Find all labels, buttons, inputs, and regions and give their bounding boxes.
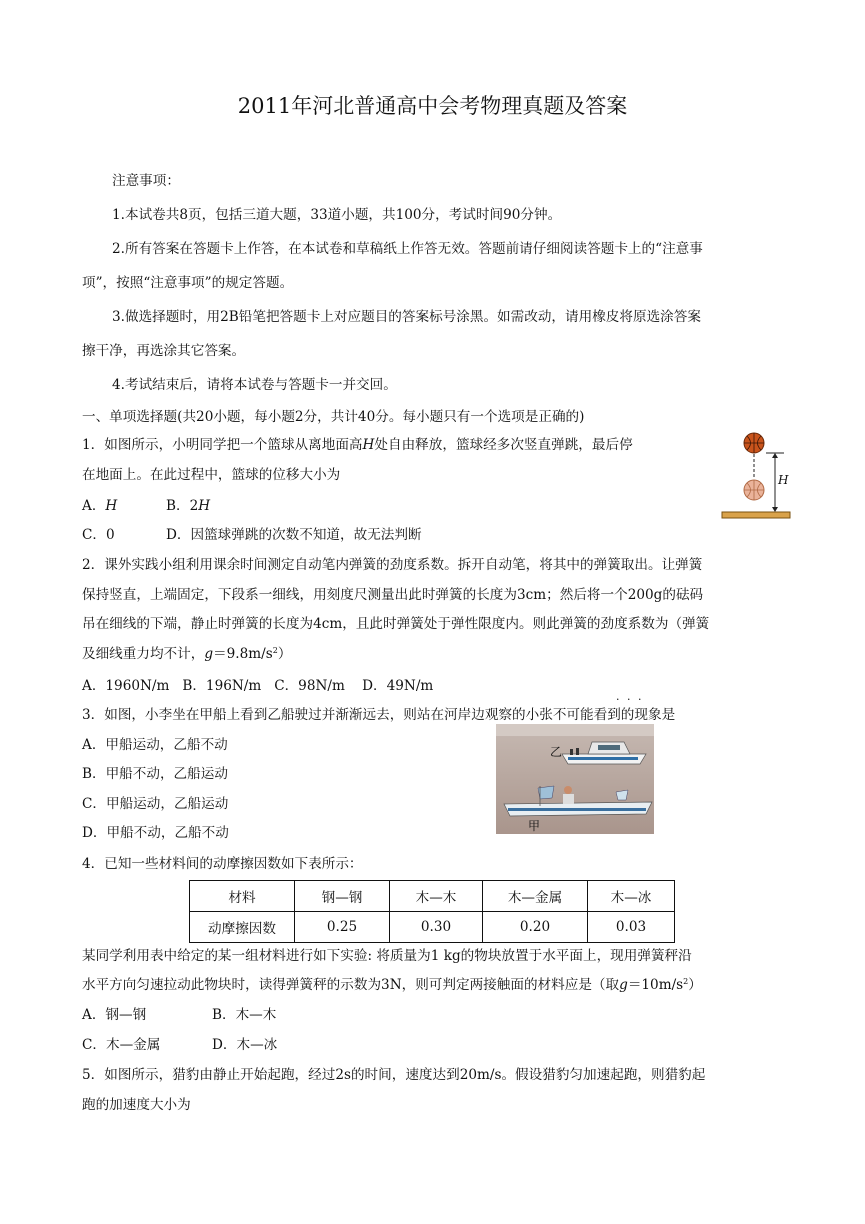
table-header-cell: 材料 bbox=[190, 881, 295, 912]
q5-line1: 5．如图所示，猎豹由静止开始起跑，经过2s的时间，速度达到20m/s。假设猎豹匀加速起跑，则猎豹起 bbox=[82, 1067, 706, 1083]
q1-line1: 1．如图所示，小明同学把一个篮球从离地面高H处自由释放，篮球经多次竖直弹跳，最后停 bbox=[82, 437, 633, 453]
q4-option-d: D．木—冰 bbox=[212, 1037, 278, 1053]
height-label: H bbox=[778, 473, 789, 487]
q2-options: A．1960N/m B．196N/m C．98N/m D．49N/m bbox=[82, 678, 434, 694]
table-header-cell: 钢—钢 bbox=[295, 881, 390, 912]
notice-item-2: 2.所有答案在答题卡上作答，在本试卷和草稿纸上作答无效。答题前请仔细阅读答题卡上的“注意事 bbox=[112, 241, 703, 257]
q2-line1: 2．课外实践小组利用课余时间测定自动笔内弹簧的劲度系数。拆开自动笔，将其中的弹簧取出。让弹簧 bbox=[82, 557, 703, 573]
q4-option-c: C．木—金属 bbox=[82, 1037, 161, 1053]
table-cell: 0.03 bbox=[588, 912, 675, 943]
table-header-cell: 木—金属 bbox=[483, 881, 588, 912]
section-heading: 一、单项选择题(共20小题，每小题2分，共计40分。每小题只有一个选项是正确的) bbox=[82, 409, 585, 425]
basketball-figure bbox=[718, 428, 792, 522]
q4-line3: 水平方向匀速拉动此物块时，读得弹簧秤的示数为3N，则可判定两接触面的材料应是（取$g=10m/s^2$） bbox=[82, 977, 702, 993]
notice-heading: 注意事项： bbox=[112, 173, 180, 189]
q4-option-b: B．木—木 bbox=[212, 1007, 277, 1023]
q1-option-a: A．H bbox=[82, 498, 118, 514]
notice-item-4: 4.考试结束后，请将本试卷与答题卡一并交回。 bbox=[112, 377, 397, 393]
q2-line2: 保持竖直，上端固定，下段系一细线，用刻度尺测量出此时弹簧的长度为3cm；然后将一个200g的砝码 bbox=[82, 587, 704, 603]
notice-item-1: 1.本试卷共8页，包括三道大题，33道小题，共100分，考试时间90分钟。 bbox=[112, 207, 562, 223]
q5-line2: 跑的加速度大小为 bbox=[82, 1097, 191, 1113]
boat-yi-label: 乙 bbox=[550, 745, 563, 759]
notice-item-2-cont: 项”，按照“注意事项”的规定答题。 bbox=[82, 275, 294, 291]
q3-option-d: D．甲船不动，乙船不动 bbox=[82, 825, 229, 841]
table-cell: 动摩擦因数 bbox=[190, 912, 295, 943]
table-row bbox=[190, 912, 675, 943]
q4-option-a: A．钢—钢 bbox=[82, 1007, 147, 1023]
table-header-cell: 木—冰 bbox=[588, 881, 675, 912]
q3-option-c: C．甲船运动，乙船运动 bbox=[82, 796, 229, 812]
table-cell: 0.30 bbox=[390, 912, 483, 943]
q3-line1: 3．如图，小李坐在甲船上看到乙船驶过并渐渐远去，则站在河岸边观察的小张不可能看到的现象是 bbox=[82, 707, 676, 723]
q1-option-d: D．因篮球弹跳的次数不知道，故无法判断 bbox=[166, 527, 422, 543]
boat-jia-label: 甲 bbox=[528, 819, 541, 833]
q4-line2: 某同学利用表中给定的某一组材料进行如下实验: 将质量为1 kg的物块放置于水平面上，现用弹簧秤沿 bbox=[82, 948, 692, 964]
table-cell: 0.25 bbox=[295, 912, 390, 943]
q2-line4: 及细线重力均不计，$g=9.8m/s^2$） bbox=[82, 646, 292, 662]
q3-option-a: A．甲船运动，乙船不动 bbox=[82, 737, 228, 753]
q4-line1: 4．已知一些材料间的动摩擦因数如下表所示： bbox=[82, 856, 363, 872]
q1-option-c: C．0 bbox=[82, 527, 115, 543]
q1-option-b: B．2H bbox=[166, 498, 211, 514]
table-cell: 0.20 bbox=[483, 912, 588, 943]
q3-option-b: B．甲船不动，乙船运动 bbox=[82, 766, 228, 782]
table-header-cell: 木—木 bbox=[390, 881, 483, 912]
notice-item-3-cont: 擦干净，再选涂其它答案。 bbox=[82, 343, 246, 359]
q2-line3: 吊在细线的下端，静止时弹簧的长度为4cm，且此时弹簧处于弹性限度内。则此弹簧的劲度系数为（弹簧 bbox=[82, 616, 710, 632]
q1-line2: 在地面上。在此过程中，篮球的位移大小为 bbox=[82, 467, 341, 483]
boats-photo bbox=[496, 724, 654, 834]
page-title: 2011年河北普通高中会考物理真题及答案 bbox=[237, 94, 628, 118]
emphasis-dots: · · · bbox=[616, 693, 644, 706]
notice-item-3: 3.做选择题时，用2B铅笔把答题卡上对应题目的答案标号涂黑。如需改动，请用橡皮将原选涂答案 bbox=[112, 309, 701, 325]
friction-table bbox=[189, 880, 675, 943]
table-row bbox=[190, 881, 675, 912]
